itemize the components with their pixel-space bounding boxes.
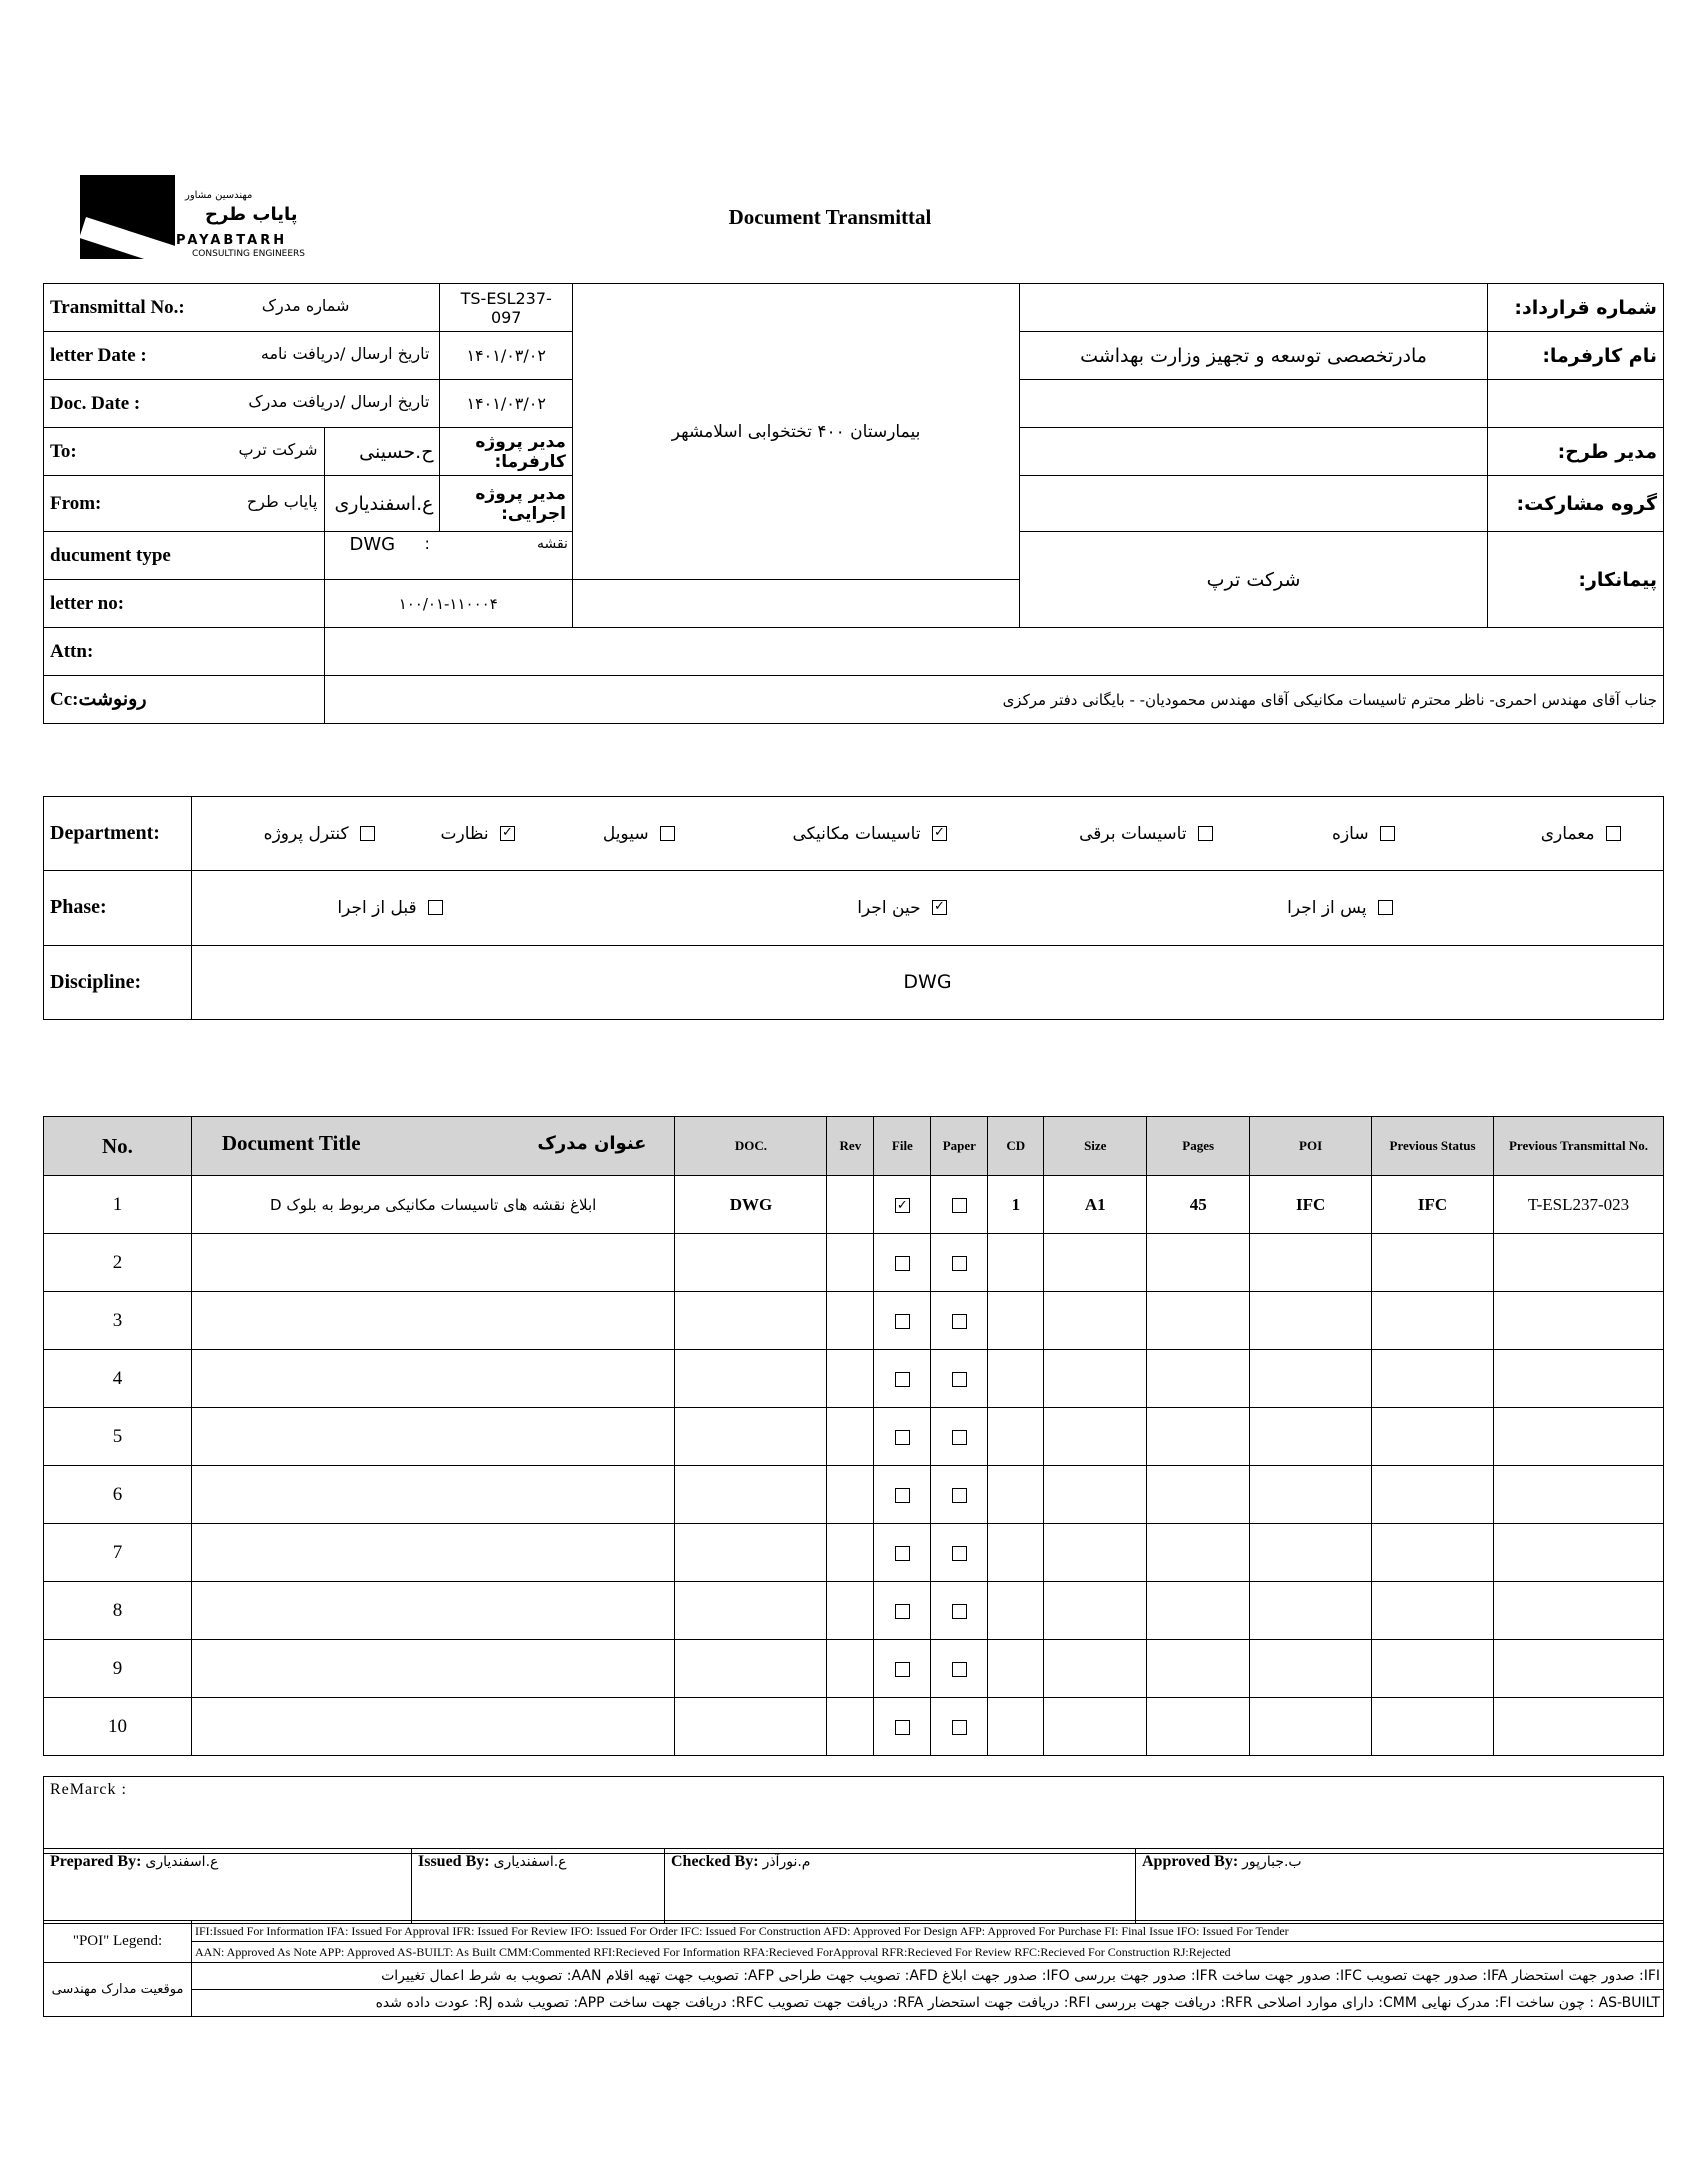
logo-en-name: PAYABTARH bbox=[176, 233, 288, 248]
cc-value: جناب آقای مهندس احمری- ناظر محترم تاسیسات مکانیکی آقای مهندس محمودیان- - بایگانی دفتر مرکزی bbox=[324, 676, 1663, 724]
cell-cd bbox=[988, 1350, 1044, 1408]
col-title-fa: عنوان مدرک bbox=[537, 1133, 647, 1154]
cell-pages bbox=[1147, 1640, 1250, 1698]
col-cd: CD bbox=[988, 1117, 1044, 1176]
empty-label bbox=[1488, 380, 1664, 428]
prepared-by bbox=[44, 1849, 412, 1924]
cell-pages: 45 bbox=[1147, 1176, 1250, 1234]
option-label: سازه bbox=[1332, 823, 1369, 844]
checkbox[interactable] bbox=[1198, 826, 1213, 841]
issued-by bbox=[412, 1849, 665, 1924]
checkbox[interactable] bbox=[895, 1372, 910, 1387]
table-row bbox=[44, 1408, 1664, 1466]
cell-title bbox=[191, 1582, 675, 1640]
transmittal-label-fa: شماره مدرک bbox=[261, 296, 350, 315]
col-size: Size bbox=[1044, 1117, 1147, 1176]
cell-doc bbox=[675, 1466, 827, 1524]
cell-no: 7 bbox=[44, 1524, 192, 1582]
cell-rev bbox=[827, 1350, 874, 1408]
legend-table bbox=[43, 1920, 1664, 2017]
dept-option-project-control[interactable] bbox=[264, 824, 381, 844]
cell-title bbox=[191, 1640, 675, 1698]
col-title bbox=[191, 1117, 675, 1176]
cell-paper[interactable] bbox=[931, 1176, 988, 1234]
checked-label: Checked By: bbox=[671, 1853, 759, 1870]
doctype-sep: : bbox=[424, 534, 430, 553]
table-row bbox=[44, 1640, 1664, 1698]
col-paper: Paper bbox=[931, 1117, 988, 1176]
issued-label: Issued By: bbox=[418, 1853, 490, 1870]
cell-size bbox=[1044, 1350, 1147, 1408]
checkbox[interactable] bbox=[1606, 826, 1621, 841]
table-row bbox=[44, 1466, 1664, 1524]
cell-no: 6 bbox=[44, 1466, 192, 1524]
cell-prev-status bbox=[1372, 1350, 1494, 1408]
dept-option-civil[interactable] bbox=[603, 824, 681, 844]
cell-prev-status bbox=[1372, 1292, 1494, 1350]
discipline-label: Discipline: bbox=[44, 945, 192, 1019]
approved-by bbox=[1136, 1849, 1664, 1924]
cell-paper[interactable] bbox=[931, 1524, 988, 1582]
cell-paper[interactable] bbox=[931, 1292, 988, 1350]
checkbox-checked[interactable]: ✓ bbox=[932, 900, 947, 915]
classification-table bbox=[43, 796, 1664, 1020]
checked-value: م.نورآذر bbox=[762, 1854, 811, 1870]
cell-prev-status bbox=[1372, 1408, 1494, 1466]
cell-cd bbox=[988, 1698, 1044, 1756]
cell-prev-status bbox=[1372, 1698, 1494, 1756]
table-row bbox=[44, 1524, 1664, 1582]
cell-paper[interactable] bbox=[931, 1582, 988, 1640]
cell-paper[interactable] bbox=[931, 1234, 988, 1292]
dept-option-electrical[interactable] bbox=[1079, 824, 1219, 844]
cell-rev bbox=[827, 1698, 874, 1756]
cell-poi bbox=[1250, 1698, 1372, 1756]
checkbox[interactable] bbox=[952, 1720, 967, 1735]
cell-rev bbox=[827, 1234, 874, 1292]
cell-rev bbox=[827, 1640, 874, 1698]
cell-prev-transmittal bbox=[1494, 1582, 1664, 1640]
legend-line4: AS-BUILT : چون ساخت FI: مدرک نهایی CMM: دارای موارد اصلاحی RFR: دریافت جهت بررسی RFI: دریافت جهت استحضار RFA: دریافت جهت تصویب RFC: دریافت جهت ساخت APP: تصویب شده RJ: عودت داده شده bbox=[192, 1990, 1664, 2017]
checkbox[interactable] bbox=[952, 1430, 967, 1445]
dept-option-mechanical[interactable] bbox=[792, 824, 953, 844]
phase-option-before[interactable] bbox=[337, 898, 449, 918]
cell-doc bbox=[675, 1582, 827, 1640]
checkbox[interactable] bbox=[360, 826, 375, 841]
remark-label: ReMarck : bbox=[44, 1777, 1664, 1854]
cell-no: 1 bbox=[44, 1176, 192, 1234]
cell-cd bbox=[988, 1292, 1044, 1350]
cell-prev-transmittal bbox=[1494, 1524, 1664, 1582]
cell-pages bbox=[1147, 1698, 1250, 1756]
to-value: شرکت ترپ bbox=[238, 440, 318, 459]
checkbox-checked[interactable]: ✓ bbox=[500, 826, 515, 841]
doc-date-label-fa: تاریخ ارسال /دریافت مدرک bbox=[248, 392, 430, 411]
cell-prev-transmittal bbox=[1494, 1698, 1664, 1756]
cell-prev-status bbox=[1372, 1466, 1494, 1524]
col-prev-transmittal: Previous Transmittal No. bbox=[1494, 1117, 1664, 1176]
project-name: بیمارستان ۴۰۰ تختخوابی اسلامشهر bbox=[572, 284, 1019, 580]
cell-prev-transmittal bbox=[1494, 1466, 1664, 1524]
signature-table bbox=[43, 1848, 1664, 1924]
approved-label: Approved By: bbox=[1142, 1853, 1239, 1870]
documents-table bbox=[43, 1116, 1664, 1756]
table-row bbox=[44, 1234, 1664, 1292]
cell-pages bbox=[1147, 1408, 1250, 1466]
checkbox[interactable] bbox=[895, 1256, 910, 1271]
cell-rev bbox=[827, 1466, 874, 1524]
employer-label: نام کارفرما: bbox=[1488, 332, 1664, 380]
partner-value bbox=[1020, 476, 1488, 532]
checkbox[interactable] bbox=[952, 1314, 967, 1329]
cell-pages bbox=[1147, 1466, 1250, 1524]
cell-prev-status bbox=[1372, 1524, 1494, 1582]
cell-rev bbox=[827, 1176, 874, 1234]
option-label: نظارت bbox=[440, 823, 489, 844]
checkbox[interactable] bbox=[895, 1314, 910, 1329]
checkbox-checked[interactable]: ✓ bbox=[932, 826, 947, 841]
cell-rev bbox=[827, 1582, 874, 1640]
to-role: مدیر پروژه کارفرما: bbox=[440, 428, 572, 476]
letter-no-value: ۱۰۰/۰۱-۱۱۰۰۰۴ bbox=[324, 580, 572, 628]
contractor-label: پیمانکار: bbox=[1488, 532, 1664, 628]
phase-options bbox=[192, 871, 1664, 945]
remark-table bbox=[43, 1776, 1664, 1854]
option-label: معماری bbox=[1540, 823, 1595, 844]
checked-by bbox=[665, 1849, 1136, 1924]
from-person: ع.اسفندیاری bbox=[324, 476, 440, 532]
cell-size bbox=[1044, 1234, 1147, 1292]
cell-cd bbox=[988, 1640, 1044, 1698]
checkbox[interactable] bbox=[1378, 900, 1393, 915]
checkbox[interactable] bbox=[895, 1488, 910, 1503]
dept-option-structure[interactable] bbox=[1332, 824, 1401, 844]
cell-title bbox=[191, 1698, 675, 1756]
cell-poi bbox=[1250, 1408, 1372, 1466]
letter-no-label: letter no: bbox=[50, 592, 125, 614]
col-title-en: Document Title bbox=[221, 1131, 361, 1155]
cell-prev-transmittal bbox=[1494, 1350, 1664, 1408]
cell-pages bbox=[1147, 1234, 1250, 1292]
col-pages: Pages bbox=[1147, 1117, 1250, 1176]
cell-prev-transmittal bbox=[1494, 1640, 1664, 1698]
cell-cd bbox=[988, 1408, 1044, 1466]
cell-poi bbox=[1250, 1524, 1372, 1582]
col-prev-status: Previous Status bbox=[1372, 1117, 1494, 1176]
contractor-value: شرکت ترپ bbox=[1020, 532, 1488, 628]
table-row bbox=[44, 1582, 1664, 1640]
cell-title bbox=[191, 1292, 675, 1350]
legend-line3: IFI: صدور جهت استحضار IFA: صدور جهت تصویب IFC: صدور جهت ساخت IFR: صدور جهت بررسی IFO: صدور جهت ابلاغ AFD: تصویب جهت طراحی AFP: تصویب جهت تهیه اقلام AAN: تصویب به شرط اعمال تغییرات bbox=[192, 1963, 1664, 1990]
cell-paper[interactable] bbox=[931, 1466, 988, 1524]
from-label: From: bbox=[50, 492, 102, 514]
logo-fa-small: مهندسین مشاور bbox=[185, 190, 253, 201]
cell-cd bbox=[988, 1234, 1044, 1292]
doc-date-value: ۱۴۰۱/۰۳/۰۲ bbox=[440, 380, 572, 428]
table-row bbox=[44, 1176, 1664, 1234]
cell-paper[interactable] bbox=[931, 1640, 988, 1698]
phase-option-during[interactable] bbox=[857, 898, 953, 918]
to-person: ح.حسینی bbox=[324, 428, 440, 476]
cell-size bbox=[1044, 1524, 1147, 1582]
cell-no: 2 bbox=[44, 1234, 192, 1292]
doctype-value: DWG bbox=[349, 534, 396, 555]
cell-rev bbox=[827, 1292, 874, 1350]
cell-poi bbox=[1250, 1292, 1372, 1350]
checkbox[interactable] bbox=[952, 1256, 967, 1271]
prepared-label: Prepared By: bbox=[50, 1853, 142, 1870]
cell-cd bbox=[988, 1524, 1044, 1582]
table-row bbox=[44, 1350, 1664, 1408]
cc-label: Cc:رونوشت bbox=[50, 689, 147, 710]
cell-doc bbox=[675, 1292, 827, 1350]
issued-value: ع.اسفندیاری bbox=[493, 1854, 567, 1870]
option-label: قبل از اجرا bbox=[337, 897, 417, 918]
option-label: سیویل bbox=[602, 823, 649, 844]
checkbox[interactable] bbox=[895, 1546, 910, 1561]
checkbox[interactable] bbox=[895, 1662, 910, 1677]
cell-file[interactable] bbox=[874, 1524, 931, 1582]
cell-cd bbox=[988, 1466, 1044, 1524]
from-role: مدیر پروژه اجرایی: bbox=[440, 476, 572, 532]
doctype-label: ducument type bbox=[50, 544, 171, 566]
cell-doc bbox=[675, 1640, 827, 1698]
cell-size bbox=[1044, 1466, 1147, 1524]
cell-doc bbox=[675, 1234, 827, 1292]
checkbox[interactable] bbox=[952, 1546, 967, 1561]
cell-size bbox=[1044, 1582, 1147, 1640]
dept-option-supervision[interactable] bbox=[441, 824, 521, 844]
cell-doc bbox=[675, 1408, 827, 1466]
attn-label: Attn: bbox=[50, 640, 94, 662]
company-logo bbox=[80, 175, 175, 259]
letter-date-label-fa: تاریخ ارسال /دریافت نامه bbox=[260, 344, 430, 363]
cell-poi bbox=[1250, 1350, 1372, 1408]
empty-value bbox=[1020, 380, 1488, 428]
checkbox[interactable] bbox=[895, 1430, 910, 1445]
checkbox[interactable] bbox=[895, 1720, 910, 1735]
approved-value: ب.جبارپور bbox=[1242, 1854, 1302, 1870]
cell-pages bbox=[1147, 1350, 1250, 1408]
cell-file[interactable] bbox=[874, 1234, 931, 1292]
cell-poi bbox=[1250, 1640, 1372, 1698]
header-table bbox=[43, 283, 1664, 724]
checkbox[interactable] bbox=[952, 1488, 967, 1503]
checkbox[interactable] bbox=[952, 1604, 967, 1619]
cell-poi bbox=[1250, 1234, 1372, 1292]
cell-size bbox=[1044, 1640, 1147, 1698]
cell-prev-transmittal bbox=[1494, 1408, 1664, 1466]
cell-size bbox=[1044, 1292, 1147, 1350]
cell-size bbox=[1044, 1408, 1147, 1466]
cell-file[interactable] bbox=[874, 1640, 931, 1698]
cell-pages bbox=[1147, 1582, 1250, 1640]
cell-prev-status: IFC bbox=[1372, 1176, 1494, 1234]
designer-label: مدیر طرح: bbox=[1488, 428, 1664, 476]
checkbox[interactable] bbox=[660, 826, 675, 841]
cell-paper[interactable] bbox=[931, 1408, 988, 1466]
option-label: تاسیسات برقی bbox=[1079, 823, 1187, 844]
discipline-value: DWG bbox=[192, 945, 1664, 1019]
spacer bbox=[572, 580, 1019, 628]
checkbox[interactable] bbox=[952, 1372, 967, 1387]
cell-prev-transmittal bbox=[1494, 1292, 1664, 1350]
to-label: To: bbox=[50, 440, 77, 462]
col-no: No. bbox=[44, 1117, 192, 1176]
cell-size bbox=[1044, 1698, 1147, 1756]
transmittal-label: Transmittal No.: bbox=[50, 296, 185, 318]
doctype-fa: نقشه bbox=[536, 536, 568, 552]
cell-poi bbox=[1250, 1582, 1372, 1640]
cell-title bbox=[191, 1234, 675, 1292]
col-rev: Rev bbox=[827, 1117, 874, 1176]
cell-cd bbox=[988, 1582, 1044, 1640]
employer-value: مادرتخصصی توسعه و تجهیز وزارت بهداشت bbox=[1020, 332, 1488, 380]
cell-poi bbox=[1250, 1466, 1372, 1524]
logo-fa-name: پایاب طرح bbox=[205, 204, 298, 225]
cell-no: 3 bbox=[44, 1292, 192, 1350]
cell-no: 4 bbox=[44, 1350, 192, 1408]
checkbox[interactable] bbox=[952, 1662, 967, 1677]
letter-date-value: ۱۴۰۱/۰۳/۰۲ bbox=[440, 332, 572, 380]
cell-doc bbox=[675, 1524, 827, 1582]
contract-no-label: شماره قرارداد: bbox=[1488, 284, 1664, 332]
designer-value bbox=[1020, 428, 1488, 476]
logo-en-sub: CONSULTING ENGINEERS bbox=[192, 249, 306, 259]
checkbox[interactable] bbox=[952, 1198, 967, 1213]
status-legend-label: موقعیت مدارک مهندسی bbox=[44, 1963, 192, 2017]
cell-paper[interactable] bbox=[931, 1350, 988, 1408]
doc-date-label: Doc. Date : bbox=[50, 392, 141, 414]
cell-title bbox=[191, 1350, 675, 1408]
cell-rev bbox=[827, 1408, 874, 1466]
attn-value bbox=[324, 628, 1663, 676]
cell-no: 9 bbox=[44, 1640, 192, 1698]
cell-pages bbox=[1147, 1524, 1250, 1582]
cell-rev bbox=[827, 1524, 874, 1582]
cell-paper[interactable] bbox=[931, 1698, 988, 1756]
col-doc: DOC. bbox=[675, 1117, 827, 1176]
cell-doc: DWG bbox=[675, 1176, 827, 1234]
cell-pages bbox=[1147, 1292, 1250, 1350]
cell-file[interactable] bbox=[874, 1466, 931, 1524]
cell-file[interactable] bbox=[874, 1582, 931, 1640]
option-label: تاسیسات مکانیکی bbox=[792, 823, 921, 844]
option-label: پس از اجرا bbox=[1287, 897, 1367, 918]
cell-file[interactable] bbox=[874, 1350, 931, 1408]
phase-option-after[interactable] bbox=[1287, 898, 1399, 918]
cell-doc bbox=[675, 1350, 827, 1408]
cell-poi: IFC bbox=[1250, 1176, 1372, 1234]
cell-doc bbox=[675, 1698, 827, 1756]
cell-prev-status bbox=[1372, 1582, 1494, 1640]
cell-file[interactable] bbox=[874, 1292, 931, 1350]
partner-label: گروه مشارکت: bbox=[1488, 476, 1664, 532]
cell-prev-transmittal: T-ESL237-023 bbox=[1494, 1176, 1664, 1234]
col-file: File bbox=[874, 1117, 931, 1176]
checkbox[interactable] bbox=[428, 900, 443, 915]
col-poi: POI bbox=[1250, 1117, 1372, 1176]
from-value: پایاب طرح bbox=[246, 492, 318, 511]
poi-legend-label: "POI" Legend: bbox=[44, 1921, 192, 1963]
option-label: کنترل پروژه bbox=[263, 823, 349, 844]
cell-size: A1 bbox=[1044, 1176, 1147, 1234]
checkbox[interactable] bbox=[895, 1604, 910, 1619]
dept-option-architecture[interactable] bbox=[1541, 824, 1627, 844]
cell-no: 5 bbox=[44, 1408, 192, 1466]
cell-title bbox=[191, 1408, 675, 1466]
cell-title: ابلاغ نقشه های تاسیسات مکانیکی مربوط به بلوک D bbox=[191, 1176, 675, 1234]
page-title: Document Transmittal bbox=[728, 205, 932, 229]
legend-line1: IFI:Issued For Information IFA: Issued For Approval IFR: Issued For Review IFO: Issued For Order IFC: Issued For Construction AFD: Approved For Design AFP: Approved For Purchase FI: Final Issue IFO: Issued For Tender bbox=[192, 1921, 1664, 1942]
cell-prev-transmittal bbox=[1494, 1234, 1664, 1292]
option-label: حین اجرا bbox=[857, 897, 921, 918]
department-label: Department: bbox=[44, 797, 192, 871]
table-row bbox=[44, 1292, 1664, 1350]
cell-file[interactable] bbox=[874, 1698, 931, 1756]
contract-no-value bbox=[1020, 284, 1488, 332]
cell-no: 10 bbox=[44, 1698, 192, 1756]
cell-file[interactable] bbox=[874, 1176, 931, 1234]
department-options bbox=[192, 797, 1664, 871]
checkbox[interactable] bbox=[1380, 826, 1395, 841]
table-row bbox=[44, 1698, 1664, 1756]
checkbox-checked[interactable]: ✓ bbox=[895, 1198, 910, 1213]
legend-line2: AAN: Approved As Note APP: Approved AS-BUILT: As Built CMM:Commented RFI:Recieved For Information RFA:Recieved ForApproval RFR:Recieved For Review RFC:Recieved For Construction RJ:Rejected bbox=[192, 1942, 1664, 1963]
cell-cd: 1 bbox=[988, 1176, 1044, 1234]
prepared-value: ع.اسفندیاری bbox=[145, 1854, 219, 1870]
cell-no: 8 bbox=[44, 1582, 192, 1640]
cell-prev-status bbox=[1372, 1234, 1494, 1292]
transmittal-value: TS-ESL237-097 bbox=[440, 284, 572, 332]
cell-title bbox=[191, 1466, 675, 1524]
cell-file[interactable] bbox=[874, 1408, 931, 1466]
phase-label: Phase: bbox=[44, 871, 192, 945]
letter-date-label: letter Date : bbox=[50, 344, 147, 366]
cell-prev-status bbox=[1372, 1640, 1494, 1698]
cell-title bbox=[191, 1524, 675, 1582]
